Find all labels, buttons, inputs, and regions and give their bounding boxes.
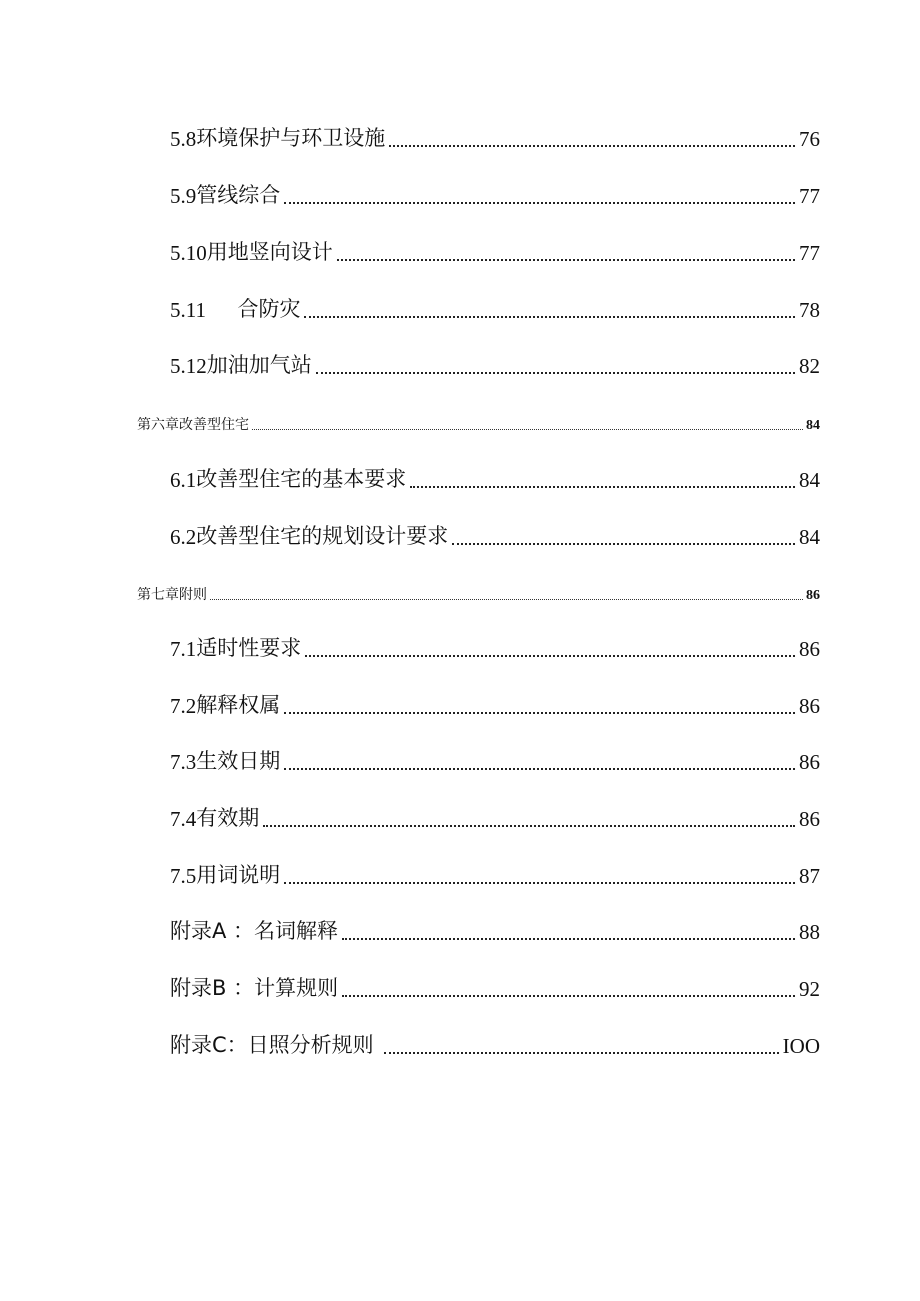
entry-page-number: 87: [799, 864, 820, 888]
entry-page-number: 92: [799, 977, 820, 1001]
dot-leader: [284, 712, 795, 714]
toc-entry-5-9[interactable]: [170, 175, 820, 209]
entry-page-number: 84: [799, 525, 820, 549]
entry-title: 附录C：日照分析规则: [170, 1033, 381, 1057]
toc-entry-7-2[interactable]: [170, 685, 820, 719]
dot-leader: [263, 825, 795, 827]
entry-page-number: 88: [799, 920, 820, 944]
entry-title: 生效日期: [196, 749, 281, 773]
entry-number: 7.3: [170, 750, 197, 774]
dot-leader: [410, 486, 795, 488]
entry-page-number: 86: [799, 637, 820, 661]
entry-number: 6.1: [170, 468, 197, 492]
entry-number: 7.4: [170, 807, 197, 831]
toc-entry-7-4[interactable]: [170, 798, 820, 832]
entry-title: 适时性要求: [196, 636, 302, 660]
toc-entry-7-5[interactable]: [170, 855, 820, 889]
entry-page-number: 76: [799, 127, 820, 151]
entry-number: 7.5: [170, 864, 197, 888]
dot-leader: [384, 1052, 778, 1054]
entry-page-number: 78: [799, 298, 820, 322]
entry-title: 用词说明: [196, 863, 281, 887]
toc-entry-7-1[interactable]: [170, 628, 820, 662]
entry-title: 附录A ：名词解释: [170, 919, 339, 943]
toc-entry-6-1[interactable]: [170, 459, 820, 493]
entry-title: 附录B ：计算规则: [170, 976, 339, 1000]
dot-leader: [304, 316, 795, 318]
toc-appendix-a[interactable]: [170, 911, 820, 945]
entry-number: 5.11: [170, 298, 238, 322]
entry-page-number: IOO: [782, 1034, 820, 1058]
entry-title: 合防灾: [237, 297, 301, 321]
entry-number: 7.1: [170, 637, 197, 661]
entry-number: 5.9: [170, 184, 197, 208]
entry-page-number: 82: [799, 354, 820, 378]
entry-title: 环境保护与环卫设施: [196, 126, 386, 150]
dot-leader: [284, 768, 795, 770]
dot-leader: [389, 145, 795, 147]
entry-title: 管线综合: [196, 183, 281, 207]
chapter-page-number: 84: [806, 418, 820, 433]
entry-title: 加油加气站: [206, 353, 312, 377]
entry-title: 改善型住宅的规划设计要求: [196, 524, 449, 548]
dot-leader: [342, 995, 795, 997]
toc-chapter-7[interactable]: [137, 582, 820, 604]
dot-leader: [284, 202, 795, 204]
entry-page-number: 86: [799, 807, 820, 831]
dot-leader: [342, 938, 795, 940]
dot-leader: [284, 882, 795, 884]
entry-title: 有效期: [196, 806, 260, 830]
toc-entry-7-3[interactable]: [170, 741, 820, 775]
entry-title: 解释权属: [196, 693, 281, 717]
toc-appendix-c[interactable]: [170, 1025, 820, 1059]
dot-leader: [210, 599, 803, 600]
dot-leader: [452, 543, 795, 545]
toc-appendix-b[interactable]: [170, 968, 820, 1002]
toc-entry-5-12[interactable]: [170, 345, 820, 379]
toc-entry-5-11[interactable]: [170, 289, 820, 323]
dot-leader: [305, 655, 795, 657]
entry-title: 用地竖向设计: [206, 240, 333, 264]
entry-page-number: 84: [799, 468, 820, 492]
dot-leader: [252, 429, 803, 430]
toc-entry-5-10[interactable]: [170, 232, 820, 266]
entry-number: 7.2: [170, 694, 197, 718]
entry-number: 5.12: [170, 354, 207, 378]
entry-page-number: 77: [799, 241, 820, 265]
entry-page-number: 86: [799, 750, 820, 774]
chapter-page-number: 86: [806, 588, 820, 603]
toc-chapter-6[interactable]: [137, 412, 820, 434]
dot-leader: [316, 372, 795, 374]
entry-number: 5.10: [170, 241, 207, 265]
entry-title: 改善型住宅的基本要求: [196, 467, 407, 491]
dot-leader: [337, 259, 795, 261]
entry-number: 5.8: [170, 127, 197, 151]
entry-page-number: 86: [799, 694, 820, 718]
chapter-title: 第六章改善型住宅: [137, 417, 249, 433]
chapter-title: 第七章附则: [137, 587, 207, 603]
toc-entry-6-2[interactable]: [170, 516, 820, 550]
entry-number: 6.2: [170, 525, 197, 549]
toc-entry-5-8[interactable]: [170, 118, 820, 152]
entry-page-number: 77: [799, 184, 820, 208]
